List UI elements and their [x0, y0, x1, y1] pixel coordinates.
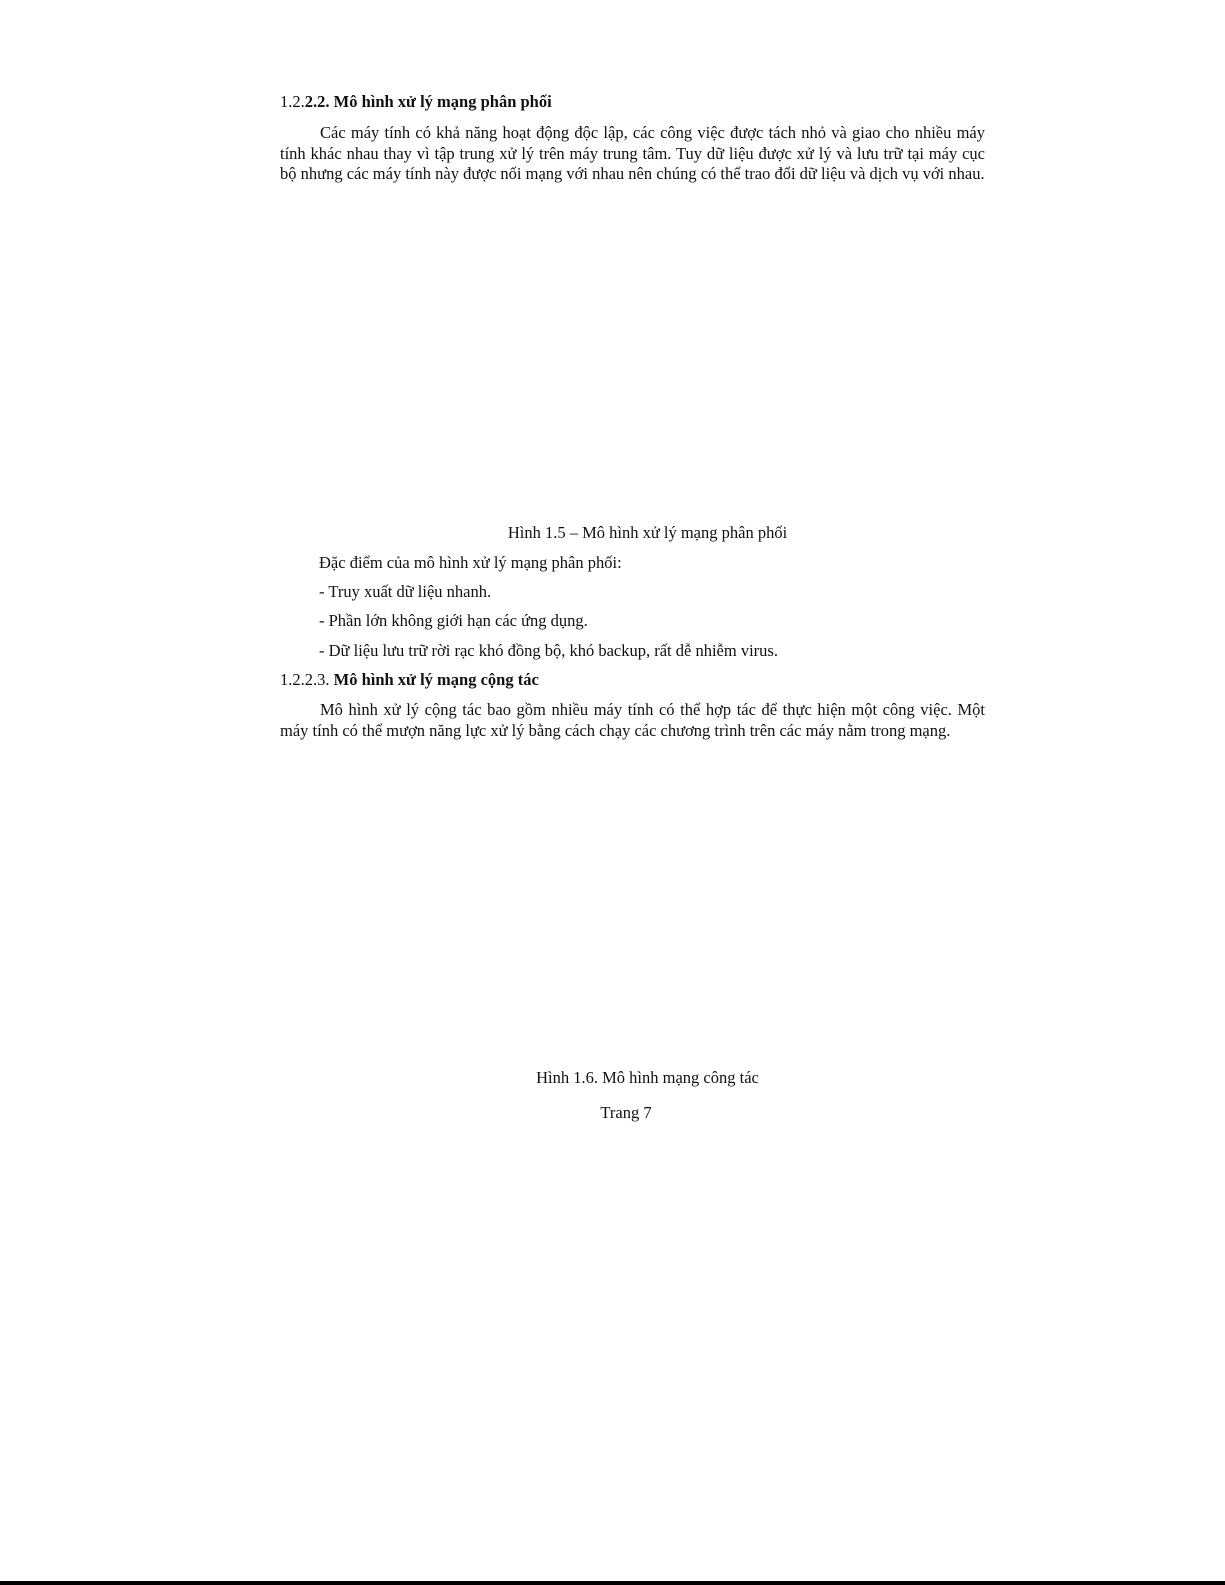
- features-intro: Đặc điểm của mô hình xử lý mạng phân phối:: [319, 553, 622, 572]
- page-number: Trang 7: [600, 1103, 652, 1122]
- figure-1-5: [280, 210, 985, 515]
- section-heading-223: [280, 670, 985, 691]
- section-heading-222: [280, 92, 985, 113]
- section-paragraph-222: Các máy tính có khả năng hoạt động độc lập, các công việc được tách nhỏ và giao cho nhiều máy tính khác nhau thay vì tập trung xử lý trên máy trung tâm. Tuy dữ liệu được xử lý và lưu trữ tại máy cục bộ nhưng các máy tính này được nối mạng với nhau nên chúng có thể trao đổi dữ liệu và dịch vụ với nhau.: [280, 123, 985, 183]
- section-number-223: 1.2.2.3.: [280, 670, 330, 689]
- figure-caption-1-5: Hình 1.5 – Mô hình xử lý mạng phân phối: [507, 523, 788, 542]
- feature-item: - Phần lớn không giới hạn các ứng dụng.: [319, 611, 588, 630]
- figure-1-6: [280, 770, 985, 1060]
- section-number-bold: 2.2.: [304, 92, 330, 111]
- section-title-223: Mô hình xử lý mạng cộng tác: [333, 670, 539, 689]
- section-number-plain: 1.2.: [280, 92, 305, 111]
- page-bottom-edge: [0, 1581, 1225, 1585]
- section-paragraph-223: Mô hình xử lý cộng tác bao gồm nhiều máy tính có thể hợp tác để thực hiện một công việc. Một máy tính có thể mượn năng lực xử lý bằng cách chạy các chương trình trên các máy nằm trong mạng.: [280, 700, 985, 740]
- feature-item: - Truy xuất dữ liệu nhanh.: [319, 582, 492, 601]
- figure-caption-1-6: Hình 1.6. Mô hình mạng công tác: [536, 1068, 759, 1087]
- feature-item: - Dữ liệu lưu trữ rời rạc khó đồng bộ, khó backup, rất dễ nhiễm virus.: [319, 641, 778, 660]
- section-title-222: Mô hình xử lý mạng phân phối: [333, 92, 552, 111]
